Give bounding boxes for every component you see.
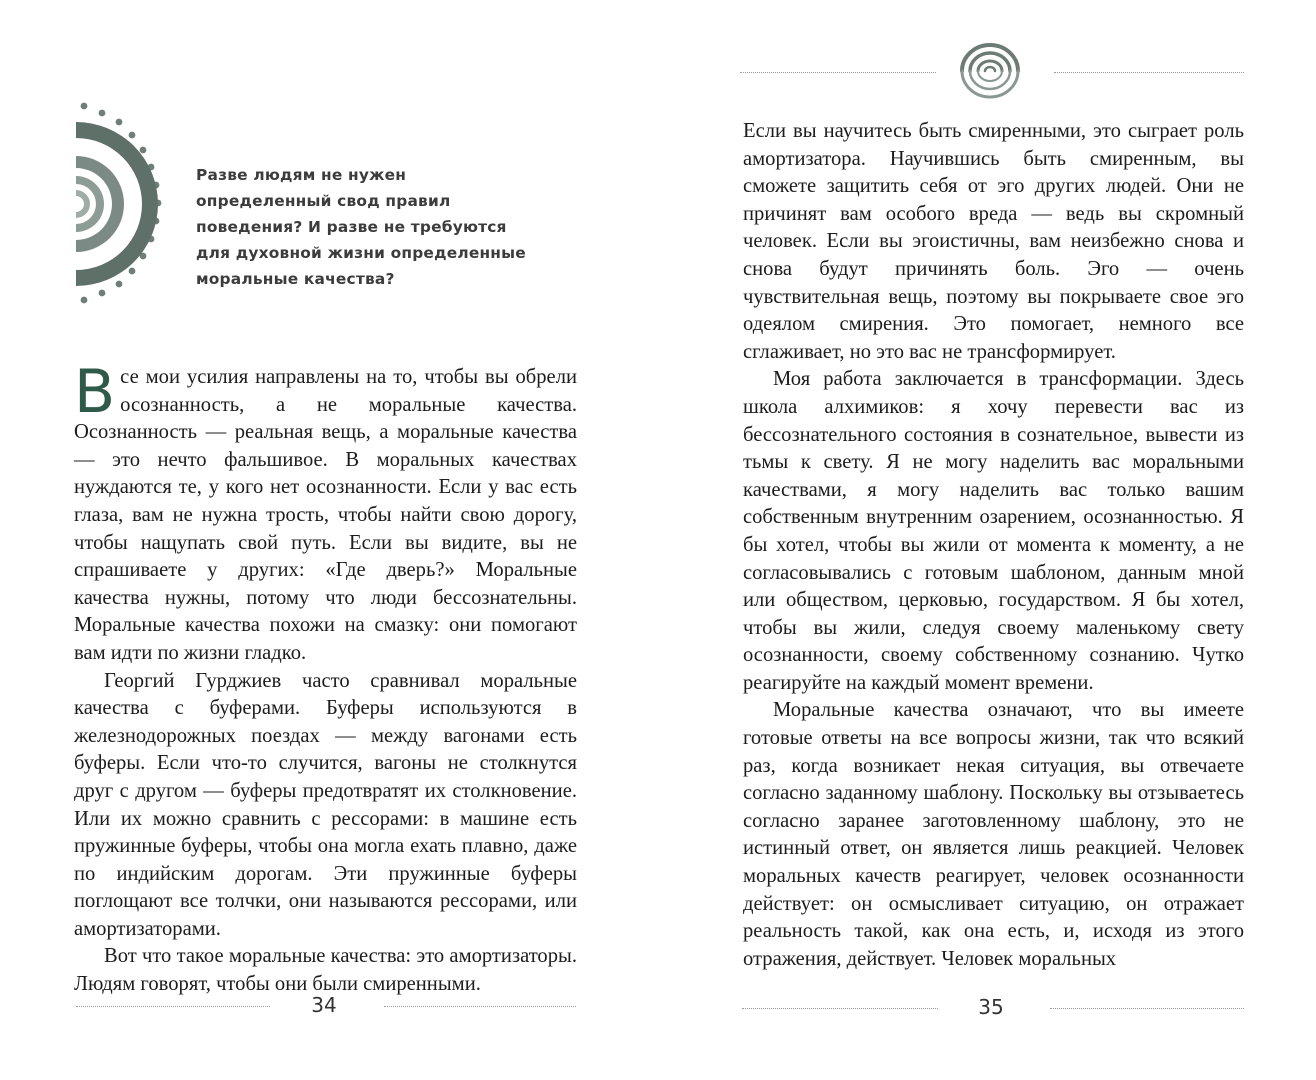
footer-rule-right [384,1006,576,1007]
header-rule-right [1054,72,1244,73]
paragraph: Георгий Гурджиев часто сравнивал моральные качества с буферами. Буферы используются в железнодорожных поездах — между вагонами есть буферы. Если что-то случится, вагоны не столкнутся друг с другом — буферы предотвратят их столкновение. Или их можно сравнить с рессорами: в машине есть пружинные буферы, чтобы она могла ехать плавно, даже по индийским дорогам. Эти пружинные буферы поглощают все толчки, они называются рессорами, или амортизаторами. [74,669,577,940]
question-text: Разве людям не нужен определенный свод правил поведения? И разве не требуются для духовной жизни определенные моральные качества? [196,166,526,288]
paragraph [74,357,577,668]
page-number: 34 [311,993,337,1017]
paragraph: Если вы научитесь быть смиренными, это сыграет роль амортизатора. Научившись быть смиренным, вы сможете защитить себя от эго других людей. Они не причинят вам особого вреда — ведь вы скромный человек. Если вы эгоистичны, вам неизбежно снова и снова будут причинять боль. Эго — очень чувствительная вещь, поэтому вы покрываете свое эго одеялом смирения. Это помогает, немного все сглаживает, но это вас не трансформирует. [743,120,1244,363]
drop-cap: В [74,357,116,427]
page-number: 35 [978,995,1004,1019]
footer-rule-left [742,1008,938,1009]
footer-rule-right [1050,1008,1244,1009]
right-body-text [743,118,1244,973]
paragraph: Вот что такое моральные качества: это амортизаторы. Людям говорят, чтобы они были смиренными. [74,945,577,996]
header-rule-left [740,72,936,73]
footer-rule-left [76,1006,270,1007]
paragraph: Моральные качества означают, что вы имеете готовые ответы на все вопросы жизни, так что всякий раз, когда возникает некая ситуация, вы отвечаете согласно заданному шаблону. Поскольку вы отзываетесь согласно заранее заготовленному шаблону, это не истинный ответ, он является лишь реакцией. Человек моральных качеств реагирует, человек осознанности действует: он осмысливает ситуацию, он отражает реальность такой, как она есть, и, исходя из этого отражения, действует. Человек моральных [743,699,1244,970]
sun-rays-ornament-icon [74,100,204,320]
paragraph: Моя работа заключается в трансформации. Здесь школа алхимиков: я хочу перевести вас из бессознательного состояния в сознательное, вывести из тьмы к свету. Я не могу наделить вас моральными качествами, я могу наделить вас только вашим собственным внутренним озарением, осознанностью. Я бы хотел, чтобы вы жили от момента к моменту, а не согласовывались с готовым шаблоном, данным мной или обществом, церковью, государством. Я бы хотел, чтобы вы жили, следуя своему маленькому свету осознанности, своему собственному сознанию. Чутко реагируйте на каждый момент времени. [743,368,1244,694]
left-body-text [74,357,577,999]
right-page [658,0,1316,1080]
paragraph-text: се мои усилия направлены на то, чтобы вы обрели осознанность, а не моральные качества. Осознанность — реальная вещь, а моральные качества — это нечто фальшивое. В моральных качествах нуждаются те, у кого нет осознанности. Если у вас есть глаза, вам не нужна трость, чтобы найти свою дорогу, чтобы нащупать свой путь. Если вы видите, вы не спрашиваете у других: «Где дверь?» Моральные качества нужны, потому что люди бессознательны. Моральные качества похожи на смазку: они помогают вам идти по жизни гладко. [74,366,577,664]
spiral-ornament-icon [954,40,1026,102]
